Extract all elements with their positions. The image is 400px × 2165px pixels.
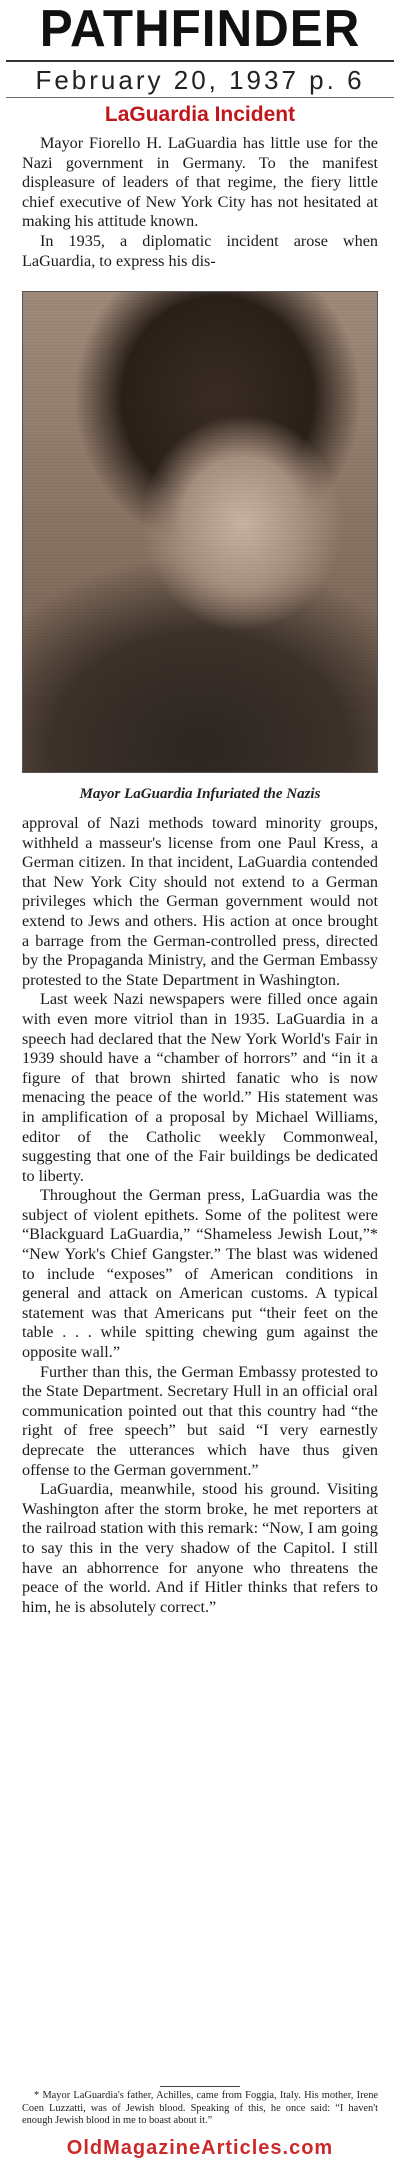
portrait-photo [22, 291, 378, 773]
intro-paragraph: In 1935, a diplomatic incident arose when LaGuardia, to express his dis- [22, 231, 378, 270]
dateline: February 20, 1937 p. 6 [35, 65, 365, 95]
body-paragraph: Last week Nazi newspapers were filled once again with even more vitriol than in 1935. LaGuardia in a speech had declared that the New York World's Fair in 1939 should have a “chamber of horrors” and “in it a figure of that brown shirted fanatic who is now menacing the peace of the world.” His statement was in amplification of a proposal by Michael Williams, editor of the Catholic weekly Commonweal, suggesting that one of the Fair buildings be dedicated to liberty. [22, 990, 378, 1185]
footnote: * Mayor LaGuardia's father, Achilles, came from Foggia, Italy. His mother, Irene Coen Luzzatti, was of Jewish blood. Speaking of this, he once said: “I haven't enough Jewish blood in me to boast about it.” [22, 2090, 378, 2127]
article-headline: LaGuardia Incident [104, 103, 296, 126]
article-intro [22, 134, 378, 271]
intro-paragraph: Mayor Fiorello H. LaGuardia has little use for the Nazi government in Germany. To the manifest displeasure of leaders of that regime, the fiery little chief executive of New York City has not hesitated at making his attitude known. [22, 134, 378, 231]
dateline-rule [6, 97, 394, 98]
body-paragraph: Further than this, the German Embassy protested to the State Department. Secretary Hull in an official oral communication pointed out that this country had “the right of free speech” but said “I very earnestly deprecate the utterances which have thus given offense to the German government.” [22, 1362, 378, 1479]
photo-caption: Mayor LaGuardia Infuriated the Nazis [79, 786, 321, 802]
photo-halftone [23, 292, 377, 772]
body-paragraph: approval of Nazi methods toward minority groups, withheld a masseur's license from one Paul Kress, a German citizen. In that incident, LaGuardia contended that New York City should not extend to a German privileges which the German government would not extend to Jews and others. His action at once brought a barrage from the German-controlled press, directed by the Propaganda Ministry, and the German Embassy protested to the State Department in Washington. [22, 814, 378, 989]
site-watermark: OldMagazineArticles.com [66, 2137, 334, 2159]
footnote-rule [160, 2086, 240, 2087]
masthead-rule [6, 60, 394, 62]
article-body [22, 814, 378, 1617]
body-paragraph: LaGuardia, meanwhile, stood his ground. Visiting Washington after the storm broke, he met reporters at the railroad station with this remark: “Now, I am going to say this in the very shadow of the Capitol. I still have an abhorrence for anyone who threatens the peace of the world. And if Hitler thinks that refers to him, he is absolutely correct.” [22, 1480, 378, 1616]
publication-masthead: PATHFINDER [39, 0, 361, 58]
body-paragraph: Throughout the German press, LaGuardia was the subject of violent epithets. Some of the politest were “Blackguard LaGuardia,” “Shameless Jewish Lout,”* “New York's Chief Gangster.” The blast was widened to include “exposes” of American conditions in general and attack on American customs. A typical statement was that Americans put “their feet on the table . . . while spitting chewing gum against the opposite wall.” [22, 1186, 378, 1362]
